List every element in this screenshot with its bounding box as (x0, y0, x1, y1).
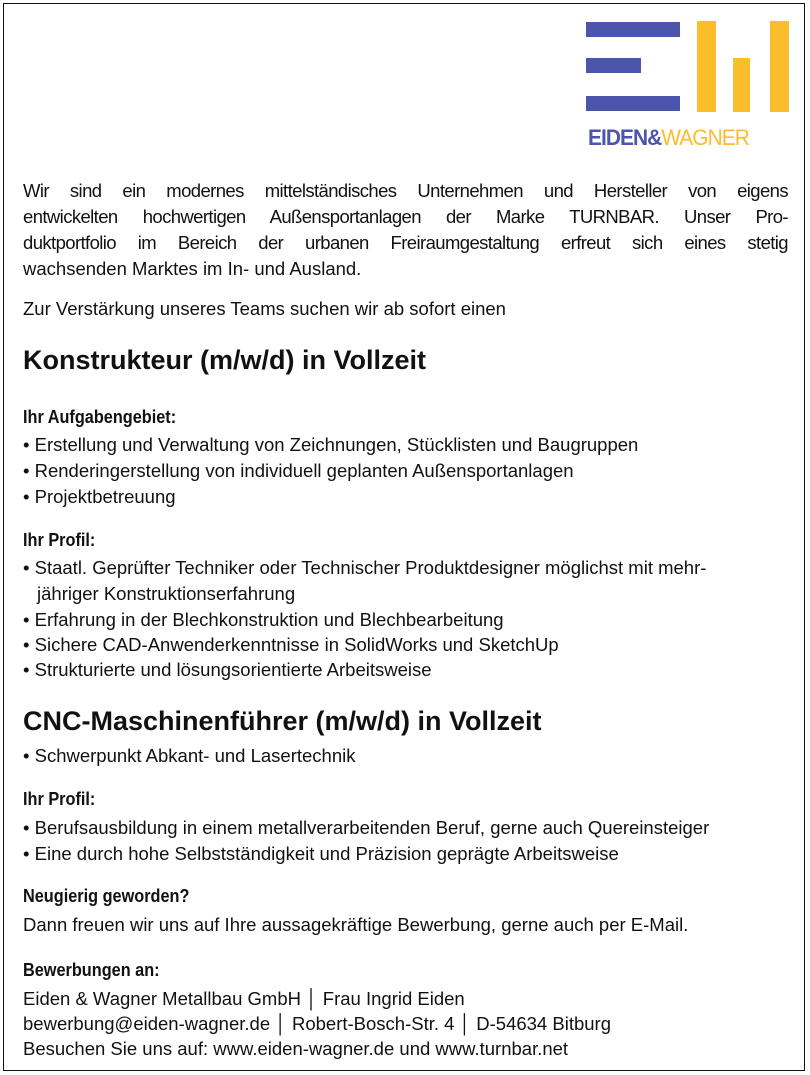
ad-border (3, 3, 805, 1071)
intro-line: entwickelten hochwertigen Außensportanlagen der Marke TURNBAR. Unser Pro- (23, 206, 788, 227)
logo-wordmark: EIDEN&WAGNER (588, 125, 749, 150)
job2-focus: • Schwerpunkt Abkant- und Lasertechnik (23, 745, 356, 766)
job2-profile-item: • Eine durch hohe Selbstständigkeit und Präzision geprägte Arbeitsweise (23, 843, 619, 864)
curious-heading: Neugierig geworden? (23, 885, 190, 906)
contact-line-address: bewerbung@eiden-wagner.de │ Robert-Bosch-Str. 4 │ D-54634 Bitburg (23, 1013, 611, 1034)
intro-line: Wir sind ein modernes mittelständisches Unternehmen und Hersteller von eigens (23, 180, 788, 201)
intro-line: wachsenden Marktes im In- und Ausland. (23, 258, 362, 279)
job1-profile-item: • Staatl. Geprüfter Techniker oder Technischer Produktdesigner möglichst mit mehr- (23, 557, 707, 578)
contact-line-company: Eiden & Wagner Metallbau GmbH │ Frau Ingrid Eiden (23, 988, 465, 1009)
job1-profile-item: • Erfahrung in der Blechkonstruktion und Blechbearbeitung (23, 609, 504, 630)
job1-profile-heading: Ihr Profil: (23, 529, 96, 550)
job1-task-item: • Projektbetreuung (23, 486, 176, 507)
job1-tasks-heading: Ihr Aufgabengebiet: (23, 406, 177, 427)
job2-profile-item: • Berufsausbildung in einem metallverarbeitenden Beruf, gerne auch Quereinsteiger (23, 817, 710, 838)
job1-task-item: • Erstellung und Verwaltung von Zeichnungen, Stücklisten und Baugruppen (23, 434, 639, 455)
job1-profile-item: • Strukturierte und lösungsorientierte Arbeitsweise (23, 659, 432, 680)
job1-profile-item-cont: jähriger Konstruktionserfahrung (37, 583, 296, 604)
intro-search: Zur Verstärkung unseres Teams suchen wir ab sofort einen (23, 298, 506, 319)
job1-profile-item: • Sichere CAD-Anwenderkenntnisse in SolidWorks und SketchUp (23, 634, 559, 655)
job1-title: Konstrukteur (m/w/d) in Vollzeit (23, 345, 427, 375)
curious-text: Dann freuen wir uns auf Ihre aussagekräftige Bewerbung, gerne auch per E-Mail. (23, 914, 689, 935)
job2-title: CNC-Maschinenführer (m/w/d) in Vollzeit (23, 706, 542, 736)
contact-line-web: Besuchen Sie uns auf: www.eiden-wagner.de und www.turnbar.net (23, 1038, 569, 1059)
intro-line: duktportfolio im Bereich der urbanen Freiraumgestaltung erfreut sich eines stetig (23, 232, 788, 253)
job1-task-item: • Renderingerstellung von individuell geplanten Außensportanlagen (23, 460, 574, 481)
job2-profile-heading: Ihr Profil: (23, 788, 96, 809)
contact-heading: Bewerbungen an: (23, 959, 160, 980)
